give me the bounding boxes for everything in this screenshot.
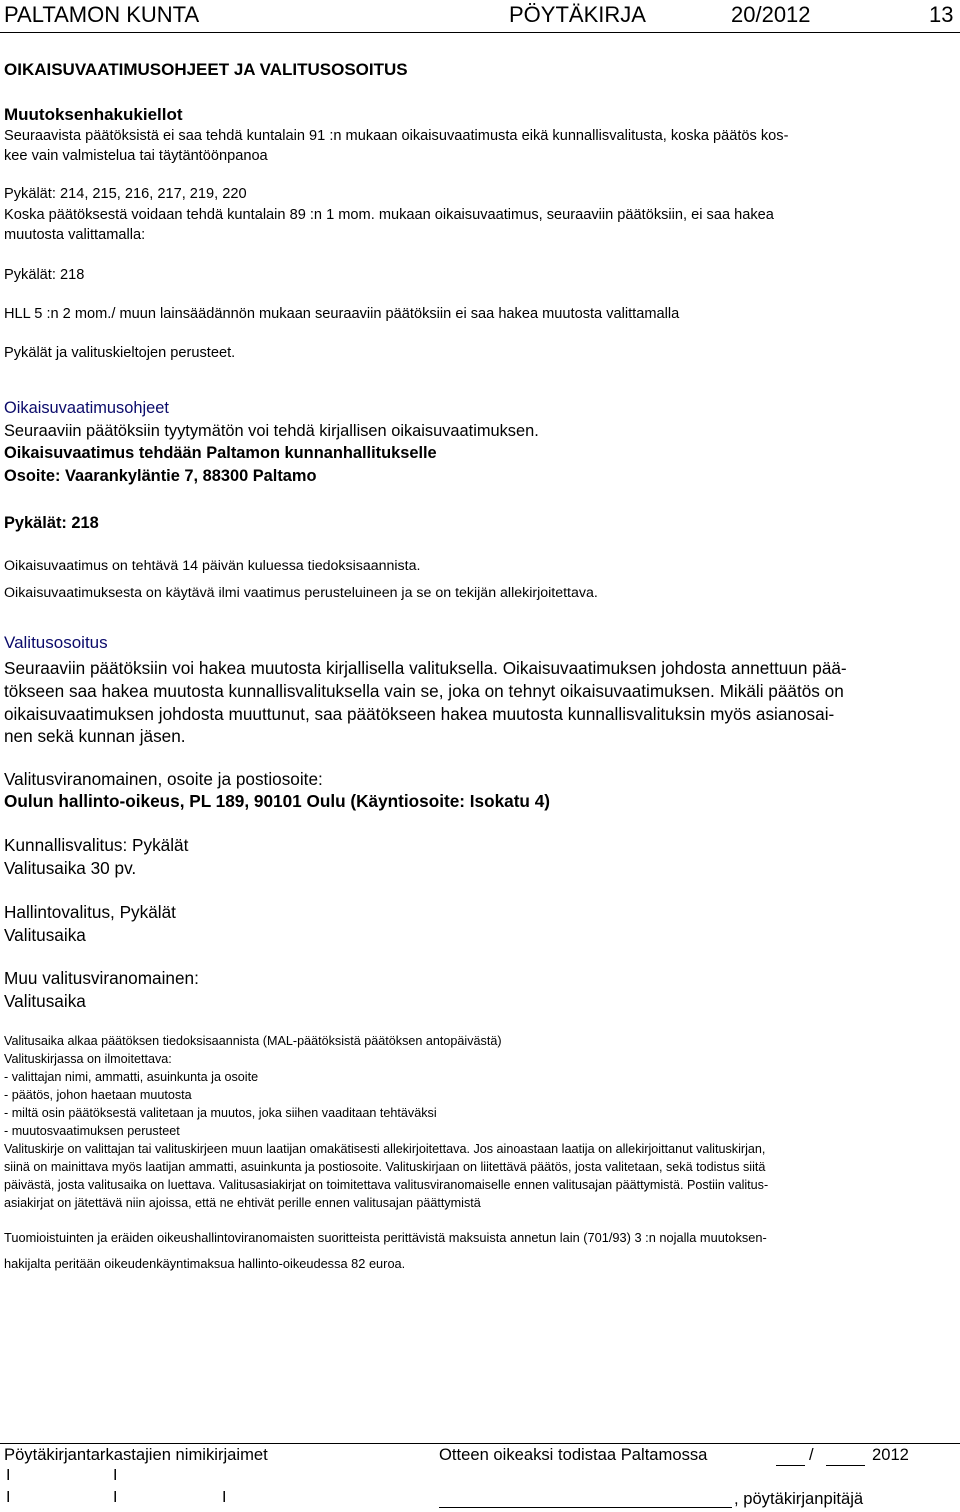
document-number: 20/2012: [731, 2, 811, 27]
fee-line-1: Tuomioistuinten ja eräiden oikeushallintoviranomaisten suoritteista perittävistä maksuista annetun lain (701/93) 3 :n nojalla muutoksen-: [4, 1230, 767, 1245]
bans-sections-2: Pykälät: 218: [4, 267, 85, 283]
secretary-label: , pöytäkirjanpitäjä: [734, 1489, 864, 1508]
admin-appeal-time: Valitusaika: [4, 925, 86, 945]
appeal-text-line-4: nen sekä kunnan jäsen.: [4, 726, 186, 746]
header-rule: [0, 32, 960, 33]
other-authority-label: Muu valitusviranomainen:: [4, 968, 199, 988]
footer-rule: [0, 1443, 960, 1444]
certified-label: Otteen oikeaksi todistaa Paltamossa: [439, 1445, 708, 1464]
appeal-authority: Oulun hallinto-oikeus, PL 189, 90101 Oulu (Käyntiosoite: Isokatu 4): [4, 791, 550, 811]
document-type: PÖYTÄKIRJA: [509, 2, 646, 27]
rectification-address: Osoite: Vaarankyläntie 7, 88300 Paltamo: [4, 467, 317, 485]
details-line-4: - päätös, johon haetaan muutosta: [4, 1088, 192, 1102]
appeal-authority-label: Valitusviranomainen, osoite ja postiosoite:: [4, 769, 323, 789]
bans-text-line-1: Seuraavista päätöksistä ei saa tehdä kuntalain 91 :n mukaan oikaisuvaatimusta eikä kunnallisvalitusta, koska päätös kos-: [4, 128, 789, 144]
details-line-9: päivästä, josta valitusaika on luettava. Valitusasiakirjat on toimitettava valitusviranomaiselle ennen valitusajan päättymistä. Postiin valitus-: [4, 1178, 769, 1192]
initials-divider: I: [113, 1489, 118, 1506]
details-line-6: - muutosvaatimuksen perusteet: [4, 1124, 180, 1138]
certified-year: 2012: [872, 1445, 909, 1464]
bans-heading: Muutoksenhakukiellot: [4, 105, 183, 124]
fee-line-2: hakijalta peritään oikeudenkäyntimaksua hallinto-oikeudessa 82 euroa.: [4, 1256, 406, 1271]
initials-label: Pöytäkirjantarkastajien nimikirjaimet: [4, 1445, 268, 1464]
bans-grounds: Pykälät ja valituskieltojen perusteet.: [4, 345, 236, 361]
signature-line: [439, 1507, 732, 1508]
rectification-text: Seuraaviin päätöksiin tyytymätön voi tehdä kirjallisen oikaisuvaatimuksen.: [4, 422, 539, 440]
bans-text-line-4: muutosta valittamalla:: [4, 227, 146, 243]
details-line-7: Valituskirje on valittajan tai valituskirjeen muun laatijan omakätisesti allekirjoitettava. Jos ainoastaan laatija on allekirjoittanut valituskirjan,: [4, 1142, 766, 1156]
other-authority-time: Valitusaika: [4, 991, 86, 1011]
rectification-heading: Oikaisuvaatimusohjeet: [4, 399, 169, 417]
appeal-text-line-3: oikaisuvaatimuksen johdosta muuttunut, saa päätökseen hakea muutosta kunnallisvalituksin myös asianosai-: [4, 704, 835, 724]
bans-hll: HLL 5 :n 2 mom./ muun lainsäädännön mukaan seuraaviin päätöksiin ei saa hakea muutosta valittamalla: [4, 306, 680, 322]
initials-divider: I: [113, 1467, 118, 1484]
admin-appeal-sections: Hallintovalitus, Pykälät: [4, 902, 176, 922]
municipal-appeal-sections: Kunnallisvalitus: Pykälät: [4, 835, 189, 855]
date-month-line: [826, 1465, 865, 1466]
initials-divider: I: [222, 1489, 227, 1506]
date-separator: /: [809, 1445, 814, 1464]
details-line-8: siinä on mainittava myös laatijan ammatti, asuinkunta ja postiosoite. Valituskirjaan on liitettävä päätös, josta valitetaan, sekä todistus siitä: [4, 1160, 766, 1174]
appeal-text-line-1: Seuraaviin päätöksiin voi hakea muutosta kirjallisella valituksella. Oikaisuvaatimuksen johdosta annettuun pää-: [4, 658, 847, 678]
municipal-appeal-time: Valitusaika 30 pv.: [4, 858, 137, 878]
municipality-name: PALTAMON KUNTA: [4, 2, 200, 27]
rectification-form: Oikaisuvaatimuksesta on käytävä ilmi vaatimus perusteluineen ja se on tekijän allekirjoitettava.: [4, 585, 598, 601]
page-number: 13: [929, 2, 954, 27]
appeal-heading: Valitusosoitus: [4, 633, 108, 652]
rectification-sections: Pykälät: 218: [4, 514, 99, 532]
details-line-3: - valittajan nimi, ammatti, asuinkunta ja osoite: [4, 1070, 259, 1084]
rectification-deadline: Oikaisuvaatimus on tehtävä 14 päivän kuluessa tiedoksisaannista.: [4, 558, 421, 574]
initials-divider: I: [6, 1489, 11, 1506]
details-line-2: Valituskirjassa on ilmoitettava:: [4, 1052, 172, 1066]
page-title: OIKAISUVAATIMUSOHJEET JA VALITUSOSOITUS: [4, 60, 408, 79]
details-line-5: - miltä osin päätöksestä valitetaan ja muutos, joka siihen vaaditaan tehtäväksi: [4, 1106, 437, 1120]
bans-text-line-2: kee vain valmistelua tai täytäntöönpanoa: [4, 148, 268, 164]
appeal-text-line-2: tökseen saa hakea muutosta kunnallisvalituksella vain se, joka on tehnyt oikaisuvaatimuksen. Mikäli päätös on: [4, 681, 844, 701]
details-line-1: Valitusaika alkaa päätöksen tiedoksisaannista (MAL-päätöksistä päätöksen antopäivästä): [4, 1034, 502, 1048]
bans-text-line-3: Koska päätöksestä voidaan tehdä kuntalain 89 :n 1 mom. mukaan oikaisuvaatimus, seuraaviin päätöksiin, ei saa hakea: [4, 207, 774, 223]
details-line-10: asiakirjat on jätettävä niin ajoissa, että ne ehtivät perille ennen valitusajan päättymistä: [4, 1196, 481, 1210]
rectification-addressee: Oikaisuvaatimus tehdään Paltamon kunnanhallitukselle: [4, 444, 437, 462]
date-day-line: [776, 1465, 805, 1466]
initials-divider: I: [6, 1467, 11, 1484]
bans-sections-1: Pykälät: 214, 215, 216, 217, 219, 220: [4, 186, 247, 202]
